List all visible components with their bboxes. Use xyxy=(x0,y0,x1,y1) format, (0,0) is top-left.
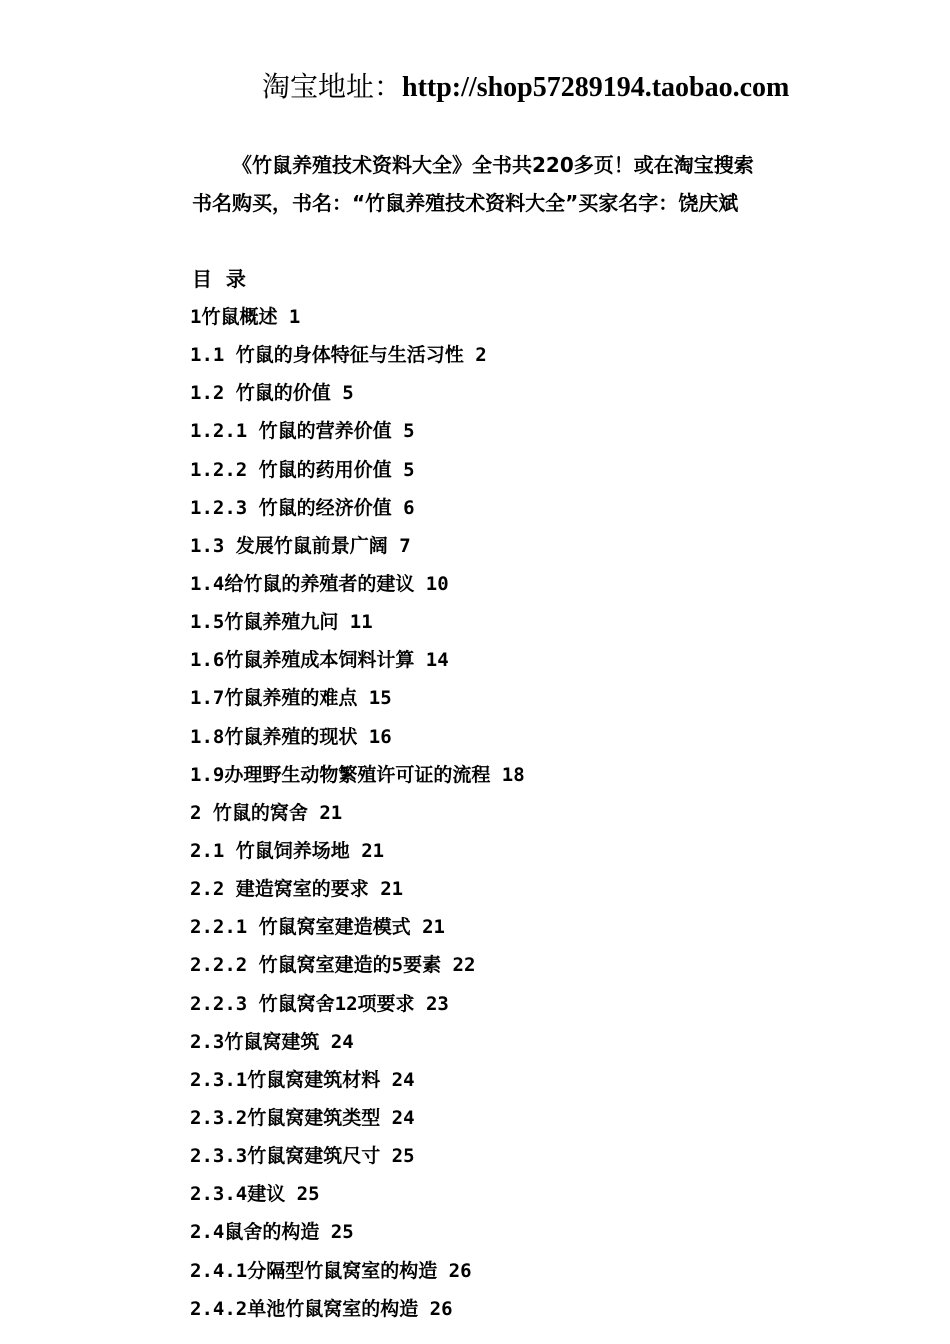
toc-entry: 1.2.1 竹鼠的营养价值 5 xyxy=(190,420,415,443)
toc-entry: 1.3 发展竹鼠前景广阔 7 xyxy=(190,534,411,557)
toc-entry: 1.6竹鼠养殖成本饲料计算 14 xyxy=(190,649,449,672)
toc-entry: 1竹鼠概述 1 xyxy=(190,306,301,328)
toc-entry: 1.4给竹鼠的养殖者的建议 10 xyxy=(190,572,449,595)
toc-entry: 2.4鼠舍的构造 25 xyxy=(190,1221,354,1244)
toc-entry: 2 竹鼠的窝舍 21 xyxy=(190,801,343,824)
toc-entry: 2.3.4建议 25 xyxy=(190,1183,320,1206)
table-of-contents xyxy=(190,300,525,1330)
shop-address-label: 淘宝地址： xyxy=(262,72,403,103)
toc-entry: 1.7竹鼠养殖的难点 15 xyxy=(190,687,392,710)
toc-entry: 2.2.2 竹鼠窝室建造的5要素 22 xyxy=(190,954,476,977)
toc-entry: 1.9办理野生动物繁殖许可证的流程 18 xyxy=(190,763,525,786)
toc-heading: 目 录 xyxy=(192,267,246,291)
shop-address-line xyxy=(262,68,789,108)
intro-line: 《竹鼠养殖技术资料大全》全书共220多页！或在淘宝搜索 xyxy=(232,153,754,177)
toc-entry: 1.2.3 竹鼠的经济价值 6 xyxy=(190,496,415,519)
toc-entry: 1.2.2 竹鼠的药用价值 5 xyxy=(190,458,415,481)
toc-entry: 2.2.1 竹鼠窝室建造模式 21 xyxy=(190,916,445,939)
toc-entry: 2.3.2竹鼠窝建筑类型 24 xyxy=(190,1106,415,1129)
toc-entry: 1.2 竹鼠的价值 5 xyxy=(190,382,354,405)
toc-entry: 1.1 竹鼠的身体特征与生活习性 2 xyxy=(190,344,487,367)
toc-entry: 2.3.1竹鼠窝建筑材料 24 xyxy=(190,1068,415,1091)
toc-entry: 2.4.1分隔型竹鼠窝室的构造 26 xyxy=(190,1259,472,1282)
toc-entry: 1.8竹鼠养殖的现状 16 xyxy=(190,725,392,748)
toc-entry: 2.3.3竹鼠窝建筑尺寸 25 xyxy=(190,1145,415,1168)
toc-entry: 2.1 竹鼠饲养场地 21 xyxy=(190,839,385,862)
toc-entry: 2.4.2单池竹鼠窝室的构造 26 xyxy=(190,1297,453,1320)
shop-url[interactable]: http://shop57289194.taobao.com xyxy=(402,72,790,103)
toc-entry: 2.3竹鼠窝建筑 24 xyxy=(190,1030,354,1053)
intro-paragraph xyxy=(192,146,822,222)
toc-entry: 1.5竹鼠养殖九问 11 xyxy=(190,611,373,634)
toc-entry: 2.2 建造窝室的要求 21 xyxy=(190,878,404,901)
intro-line: 书名购买，书名：“竹鼠养殖技术资料大全”买家名字：饶庆斌 xyxy=(192,191,739,215)
toc-entry: 2.2.3 竹鼠窝舍12项要求 23 xyxy=(190,992,449,1015)
